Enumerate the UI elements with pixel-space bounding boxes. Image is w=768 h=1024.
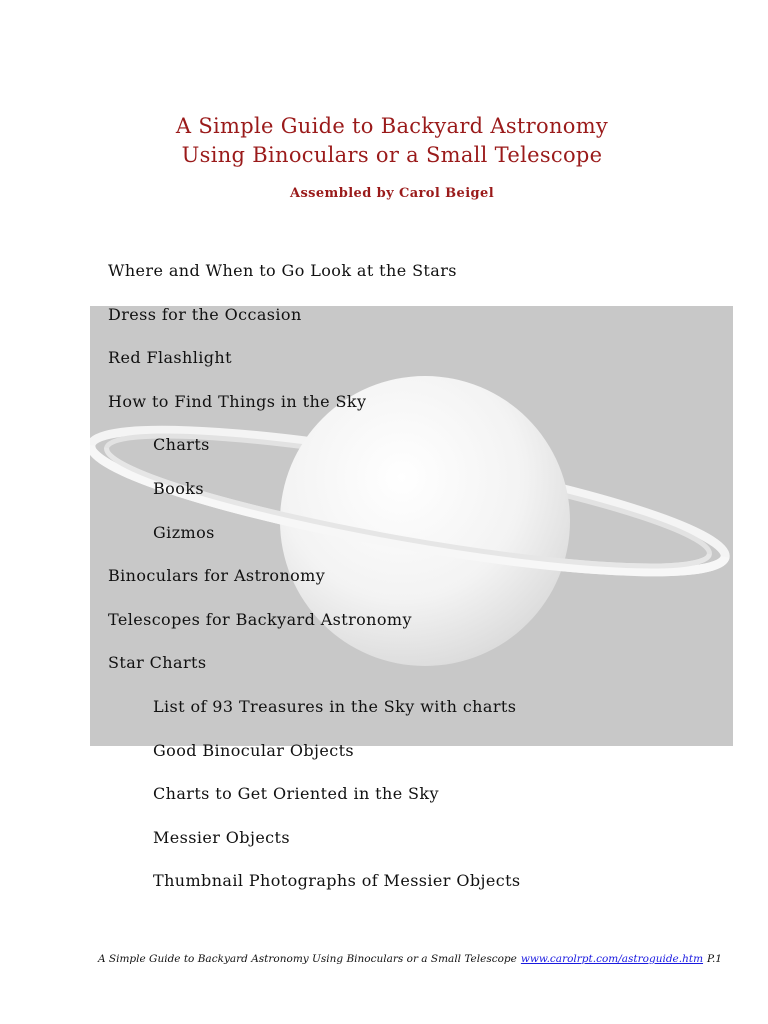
toc-subitem-oriented-charts[interactable]: Charts to Get Oriented in the Sky [153, 784, 439, 804]
toc-item-star-charts[interactable]: Star Charts [108, 653, 207, 673]
title-line-1: A Simple Guide to Backyard Astronomy [175, 114, 609, 138]
toc-item-red-flashlight[interactable]: Red Flashlight [108, 348, 232, 368]
toc-subitem-messier-photos[interactable]: Thumbnail Photographs of Messier Objects [153, 871, 521, 891]
toc-subitem-gizmos[interactable]: Gizmos [153, 522, 215, 542]
toc-subitem-charts[interactable]: Charts [153, 435, 210, 455]
toc-subitem-messier[interactable]: Messier Objects [153, 827, 290, 847]
toc-subitem-93-treasures[interactable]: List of 93 Treasures in the Sky with charts [153, 696, 517, 716]
author-credit: Assembled by Carol Beigel [289, 186, 495, 201]
toc-item-binoculars[interactable]: Binoculars for Astronomy [108, 566, 326, 586]
toc-item-dress[interactable]: Dress for the Occasion [108, 304, 302, 324]
toc-subitem-binocular-objects[interactable]: Good Binocular Objects [153, 740, 355, 760]
title-line-2: Using Binoculars or a Small Telescope [181, 143, 603, 167]
page-footer [98, 953, 722, 965]
footer-text: A Simple Guide to Backyard Astronomy Using Binoculars or a Small Telescope [98, 953, 517, 965]
toc-item-telescopes[interactable]: Telescopes for Backyard Astronomy [108, 609, 412, 629]
toc-item-where-when[interactable]: Where and When to Go Look at the Stars [108, 261, 457, 280]
page-number: P.1 [707, 953, 722, 965]
footer-link[interactable]: www.carolrpt.com/astroguide.htm [520, 953, 704, 965]
table-of-contents [108, 260, 728, 914]
toc-subitem-books[interactable]: Books [153, 478, 204, 498]
document-title [0, 112, 768, 170]
toc-item-find-things[interactable]: How to Find Things in the Sky [108, 391, 367, 411]
